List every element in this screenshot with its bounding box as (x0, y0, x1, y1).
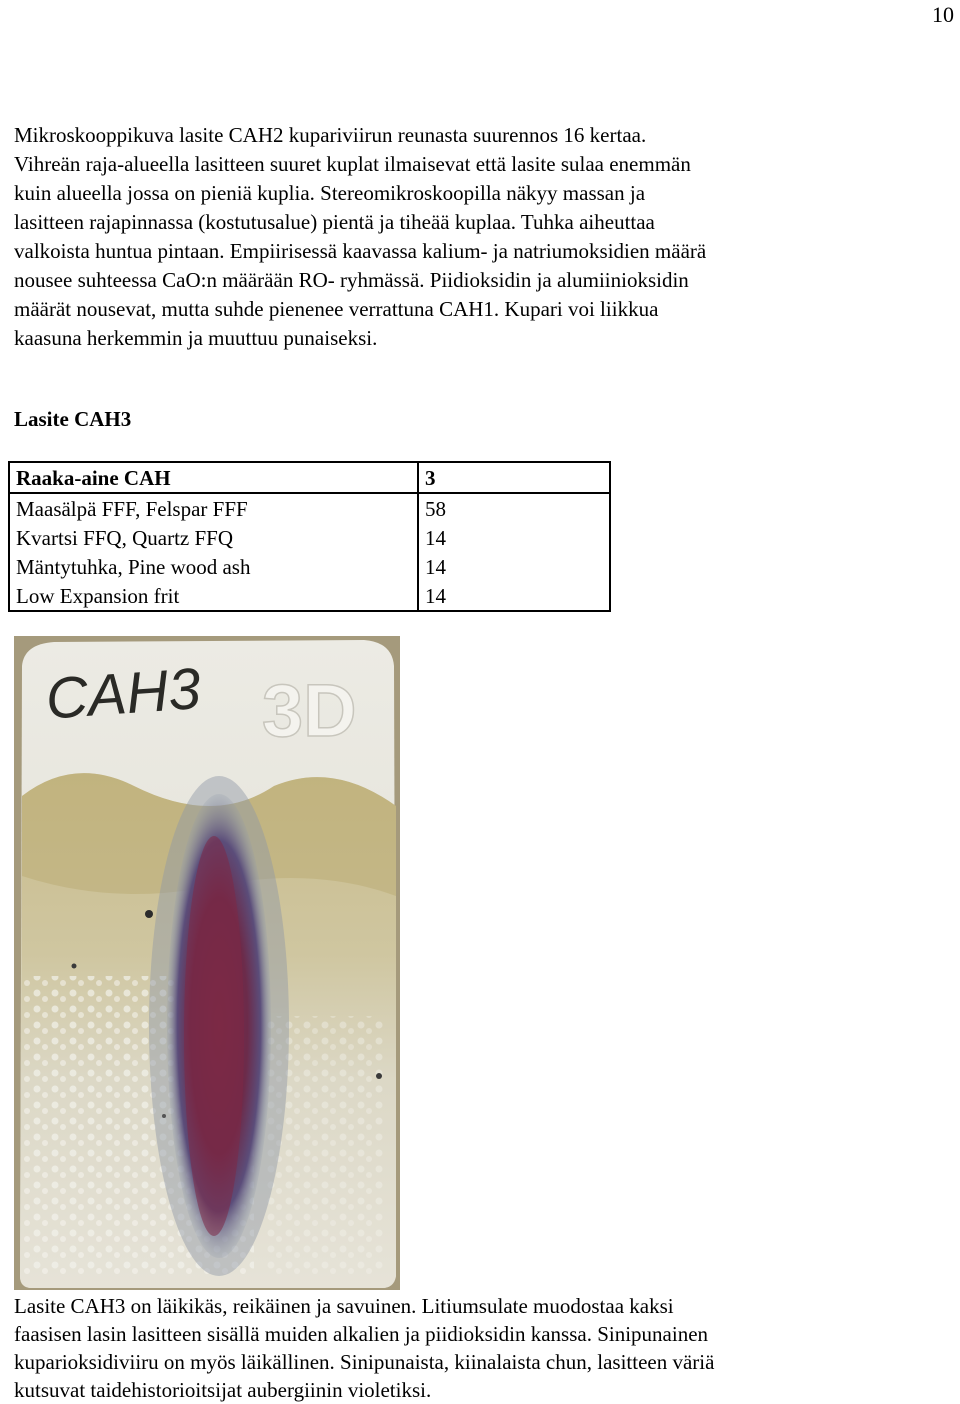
table-cell-material: Mäntytuhka, Pine wood ash (9, 552, 418, 581)
table-cell-amount: 14 (425, 526, 446, 550)
intro-line: nousee suhteessa CaO:n määrään RO- ryhmässä. Piidioksidin ja alumiinioksidin (14, 268, 689, 292)
caption-line: kuparioksidiviiru on myös läikällinen. Sinipunaista, kiinalaista chun, lasitteen väriä (14, 1350, 715, 1374)
table-cell-amount: 14 (418, 581, 610, 611)
intro-line: lasitteen rajapinnassa (kostutusalue) pientä ja tiheää kuplaa. Tuhka aiheuttaa (14, 210, 655, 234)
table-row (9, 552, 610, 581)
table-header-cell: Raaka-aine CAH (9, 462, 418, 493)
table-cell-amount: 58 (425, 497, 446, 521)
caption-line: kutsuvat taidehistorioitsijat aubergiinin violetiksi. (14, 1378, 432, 1402)
intro-line: Vihreän raja-alueella lasitteen suuret kuplat ilmaisevat että lasite sulaa enemmän (14, 152, 691, 176)
table-cell-material: Kvartsi FFQ, Quartz FFQ (9, 523, 418, 552)
glaze-tile-image (14, 636, 400, 1290)
table-header-cell: 3 (418, 462, 610, 493)
caption-paragraph (14, 1292, 934, 1404)
table-cell-material: Maasälpä FFF, Felspar FFF (9, 493, 418, 523)
table-cell-amount: 14 (425, 555, 446, 579)
table-row (9, 523, 610, 552)
caption-line: Lasite CAH3 on läikikäs, reikäinen ja savuinen. Litiumsulate muodostaa kaksi (14, 1294, 674, 1318)
table-cell-material: Low Expansion frit (9, 581, 418, 611)
intro-line: kuin alueella jossa on pieniä kuplia. Stereomikroskoopilla näkyy massan ja (14, 181, 646, 205)
table-row (9, 493, 610, 523)
recipe-table (8, 461, 611, 612)
glaze-test-tile-photo (14, 636, 400, 1290)
handwritten-label: CAH3 (43, 656, 203, 732)
intro-line: määrät nousevat, mutta suhde pienenee verrattuna CAH1. Kupari voi liikkua (14, 297, 659, 321)
caption-line: faasisen lasin lasitteen sisällä muiden alkalien ja piidioksidin kanssa. Sinipunainen (14, 1322, 709, 1346)
table-row (9, 581, 610, 611)
section-heading: Lasite CAH3 (14, 407, 132, 431)
table-header-row (9, 462, 610, 493)
intro-line: valkoista huntua pintaan. Empiirisessä kaavassa kalium- ja natriumoksidien määrä (14, 239, 707, 263)
stamp-label: 3D (262, 669, 357, 752)
intro-paragraph (14, 121, 914, 353)
intro-line: kaasuna herkemmin ja muuttuu punaiseksi. (14, 326, 378, 350)
page-number: 10 (932, 2, 954, 27)
intro-line: Mikroskooppikuva lasite CAH2 kupariviirun reunasta suurennos 16 kertaa. (14, 123, 647, 147)
